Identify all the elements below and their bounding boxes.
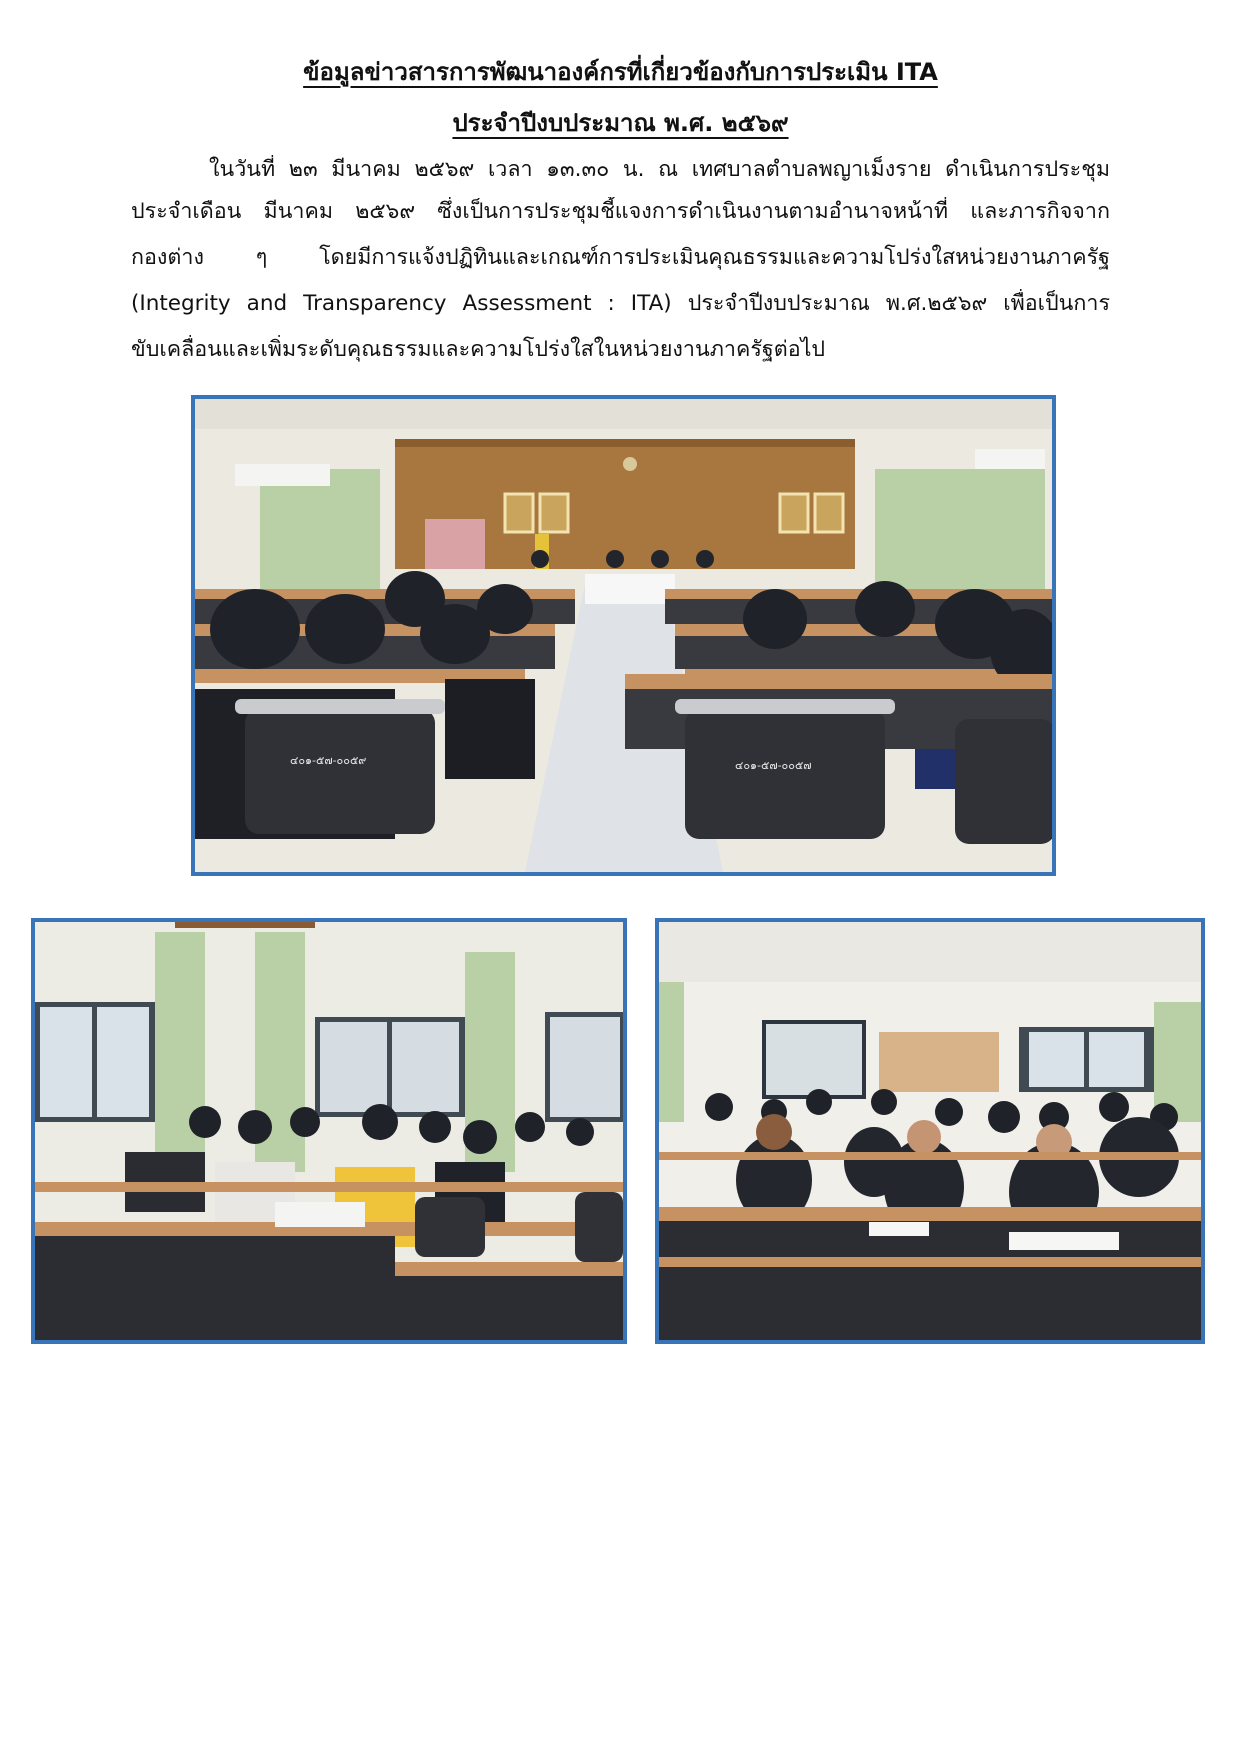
document-subtitle: ประจำปีงบประมาณ พ.ศ. ๒๕๖๙ [452,109,789,137]
meeting-room-photo [191,395,1056,876]
body-paragraph-line: ในวันที่ ๒๓ มีนาคม ๒๕๖๙ เวลา ๑๓.๓๐ น. ณ เทศบาลตำบลพญาเม็งราย ดำเนินการประชุม [209,157,1110,182]
notice-board [879,1032,999,1092]
attendees-right-photo [655,918,1205,1344]
body-paragraph-line: (Integrity and Transparency Assessment : ITA) ประจำปีงบประมาณ พ.ศ.๒๕๖๙ เพื่อเป็นการ [131,291,1110,316]
attendees-right-illustration [659,922,1201,1340]
curtain-left [260,469,380,589]
attendees-left-illustration [35,922,623,1340]
chair-label: ๔๐๑-๕๗-๐๐๕๙ [290,754,367,767]
body-paragraph-line: ขับเคลื่อนและเพิ่มระดับคุณธรรมและความโปร่งใสในหน่วยงานภาครัฐต่อไป [131,337,826,362]
document-title: ข้อมูลข่าวสารการพัฒนาองค์กรที่เกี่ยวข้องกับการประเมิน ITA [303,58,938,86]
chair-back-left [245,709,435,834]
desk-front [659,1207,1201,1221]
chair-back-center [685,709,885,839]
body-paragraph-line: กองต่าง ๆ โดยมีการแจ้งปฏิทินและเกณฑ์การประเมินคุณธรรมและความโปร่งใสหน่วยงานภาครัฐ [131,245,1110,270]
chair-back-right [955,719,1052,844]
chair-label: ๔๐๑-๕๗-๐๐๕๗ [735,759,812,772]
window [764,1022,864,1097]
attendees-left-photo [31,918,627,1344]
body-paragraph-line: ประจำเดือน มีนาคม ๒๕๖๙ ซึ่งเป็นการประชุมชี้แจงการดำเนินงานตามอำนาจหน้าที่ และภารกิจจาก [131,199,1110,224]
meeting-room-illustration [195,399,1052,872]
curtain-right [875,469,1045,589]
